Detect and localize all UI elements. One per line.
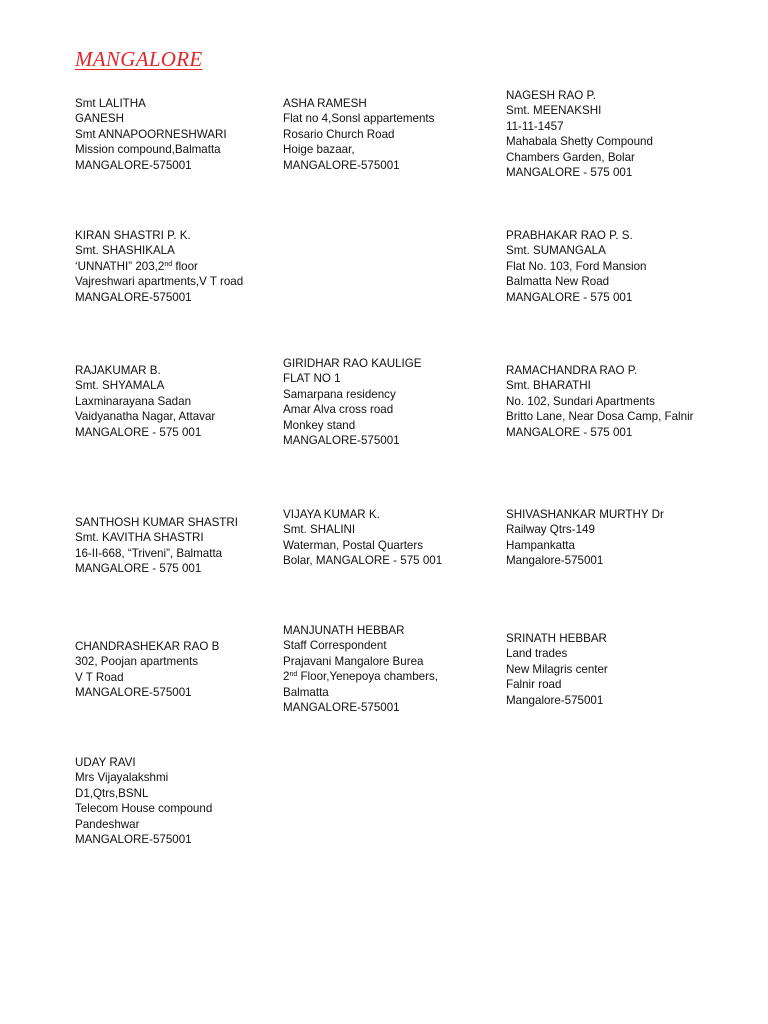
address-line: MANGALORE-575001 — [75, 158, 192, 172]
address-entry — [75, 228, 243, 305]
address-line: Flat No. 103, Ford Mansion — [506, 259, 647, 273]
address-line: Britto Lane, Near Dosa Camp, Falnir — [506, 410, 694, 424]
address-line: Hoige bazaar, — [283, 143, 355, 157]
address-entry — [283, 507, 442, 569]
entry-name: PRABHAKAR RAO P. S. — [506, 229, 633, 242]
address-line: New Milagris center — [506, 662, 608, 676]
address-line: MANGALORE - 575 001 — [75, 425, 202, 439]
address-line: Amar Alva cross road — [283, 403, 394, 417]
address-entry — [506, 228, 646, 305]
address-line: GANESH — [75, 112, 124, 126]
address-line: 11-11-1457 — [506, 119, 564, 133]
address-line: Rosario Church Road — [283, 127, 395, 141]
address-line: Mahabala Shetty Compound — [506, 135, 653, 149]
address-line: No. 102, Sundari Apartments — [506, 394, 655, 408]
address-line: Vaidyanatha Nagar, Attavar — [75, 410, 216, 424]
address-line: Laxminarayana Sadan — [75, 394, 192, 408]
address-entry — [506, 363, 694, 440]
address-line: Smt. KAVITHA SHASTRI — [75, 531, 204, 545]
address-line: FLAT NO 1 — [283, 372, 341, 386]
address-line: Smt. SHALINI — [283, 523, 356, 537]
address-line: MANGALORE - 575 001 — [506, 425, 633, 439]
entry-name: CHANDRASHEKAR RAO B — [75, 640, 220, 653]
address-entry — [506, 88, 653, 180]
address-line: Balmatta — [283, 685, 329, 699]
address-line: MANGALORE-575001 — [75, 686, 192, 700]
entry-name: MANJUNATH HEBBAR — [283, 624, 405, 637]
address-line: Smt ANNAPOORNESHWARI — [75, 127, 227, 141]
address-line: Mission compound,Balmatta — [75, 143, 221, 157]
address-line: MANGALORE - 575 001 — [506, 166, 633, 180]
address-entry — [75, 363, 215, 440]
address-line: Smt. SUMANGALA — [506, 244, 606, 258]
address-line: Monkey stand — [283, 418, 356, 432]
address-line: MANGALORE-575001 — [283, 434, 400, 448]
address-entry — [283, 623, 438, 715]
address-line: Mrs Vijayalakshmi — [75, 771, 169, 785]
entry-name: KIRAN SHASTRI P. K. — [75, 229, 191, 242]
entry-name: Smt LALITHA — [75, 97, 146, 110]
address-line: 2nd Floor,Yenepoya chambers, — [283, 670, 438, 684]
address-line: Mangalore-575001 — [506, 693, 604, 707]
address-line: 16-II-668, “Triveni”, Balmatta — [75, 546, 223, 560]
address-line: Balmatta New Road — [506, 275, 610, 289]
entry-name: NAGESH RAO P. — [506, 89, 596, 102]
address-entry — [506, 631, 608, 708]
address-line: D1,Qtrs,BSNL — [75, 786, 149, 800]
address-line: MANGALORE-575001 — [283, 701, 400, 715]
address-entry — [506, 507, 664, 569]
entry-name: VIJAYA KUMAR K. — [283, 508, 380, 521]
address-line: MANGALORE-575001 — [75, 833, 192, 847]
address-line: Staff Correspondent — [283, 639, 387, 653]
address-line: Smt. SHASHIKALA — [75, 244, 175, 258]
address-entry — [75, 96, 227, 173]
address-line: Prajavani Mangalore Burea — [283, 654, 424, 668]
address-entry — [75, 515, 238, 577]
address-line: Waterman, Postal Quarters — [283, 538, 424, 552]
address-entry — [75, 639, 219, 701]
address-line: Pandeshwar — [75, 817, 140, 831]
entry-name: UDAY RAVI — [75, 756, 136, 769]
entry-name: GIRIDHAR RAO KAULIGE — [283, 357, 422, 370]
page-title: MANGALORE — [75, 47, 203, 71]
address-line: 302, Poojan apartments — [75, 655, 199, 669]
entry-name: ASHA RAMESH — [283, 97, 367, 110]
address-line: MANGALORE-575001 — [283, 158, 400, 172]
address-line: Chambers Garden, Bolar — [506, 150, 635, 164]
address-line: MANGALORE - 575 001 — [506, 290, 633, 304]
entry-name: RAMACHANDRA RAO P. — [506, 364, 638, 377]
address-line: Smt. BHARATHI — [506, 379, 591, 393]
ordinal-suffix: nd — [289, 671, 298, 679]
address-line: ‘UNNATHI” 203,2nd floor — [75, 259, 198, 273]
address-line: Falnir road — [506, 678, 562, 692]
address-line: Flat no 4,Sonsl appartements — [283, 112, 435, 126]
address-line: Smt. SHYAMALA — [75, 379, 165, 393]
address-line: Bolar, MANGALORE - 575 001 — [283, 554, 443, 568]
entry-name: SHIVASHANKAR MURTHY Dr — [506, 508, 664, 521]
address-line: MANGALORE-575001 — [75, 290, 192, 304]
address-line: Land trades — [506, 647, 568, 661]
address-line: Samarpana residency — [283, 387, 396, 401]
entry-name: RAJAKUMAR B. — [75, 364, 161, 377]
address-entry — [283, 356, 422, 448]
address-line: Telecom House compound — [75, 802, 213, 816]
address-line: Smt. MEENAKSHI — [506, 104, 602, 118]
address-entry — [283, 96, 434, 173]
address-line: Mangalore-575001 — [506, 554, 604, 568]
ordinal-suffix: nd — [164, 260, 173, 268]
address-line: Vajreshwari apartments,V T road — [75, 275, 244, 289]
address-line: V T Road — [75, 670, 124, 684]
entry-name: SRINATH HEBBAR — [506, 632, 607, 645]
address-line: Hampankatta — [506, 538, 575, 552]
address-entry — [75, 755, 212, 847]
entry-name: SANTHOSH KUMAR SHASTRI — [75, 516, 238, 529]
address-line: MANGALORE - 575 001 — [75, 562, 202, 576]
address-line: Railway Qtrs-149 — [506, 523, 595, 537]
